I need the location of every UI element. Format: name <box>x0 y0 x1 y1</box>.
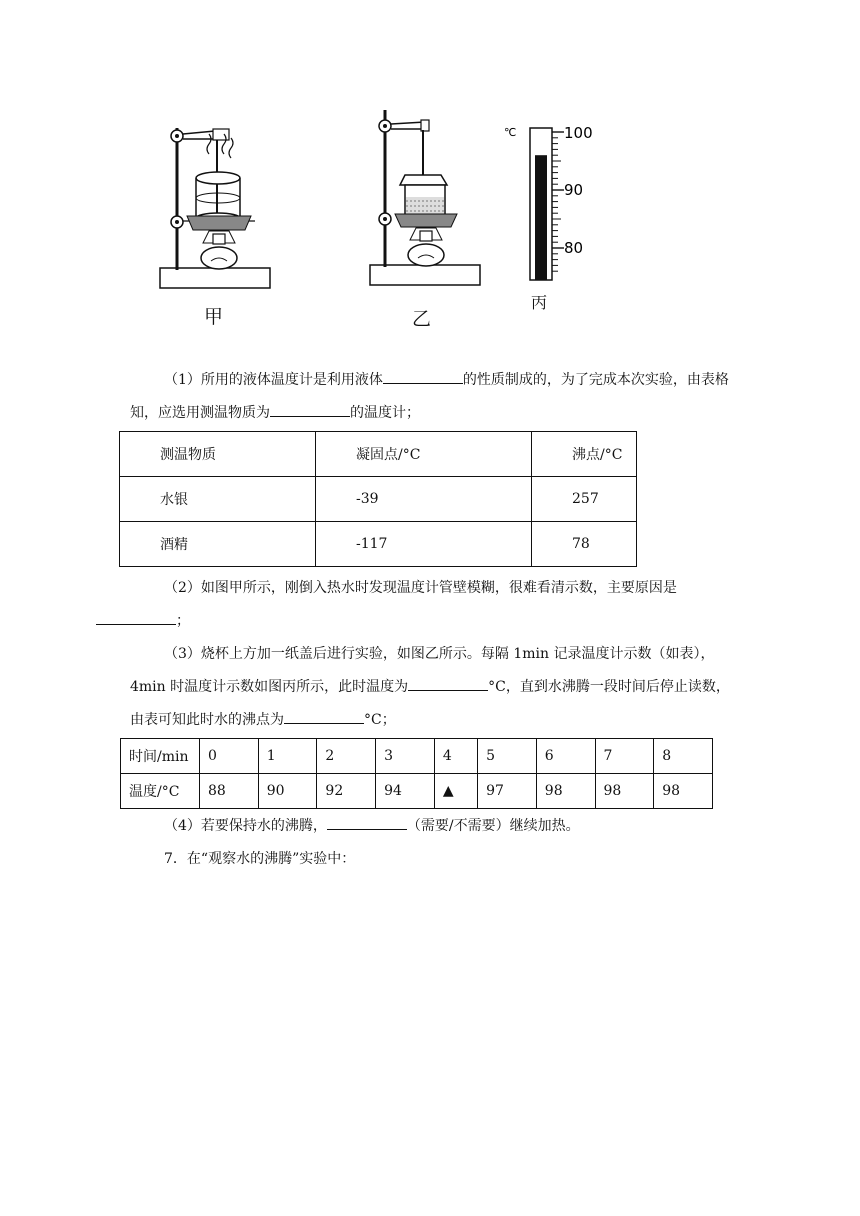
q1-blank-1[interactable] <box>383 368 463 384</box>
thermometer-scale-ticks <box>552 132 564 271</box>
table-cell: 98 <box>595 774 654 809</box>
figure-jia-apparatus <box>155 118 275 298</box>
table-cell: 7 <box>595 739 654 774</box>
q3-text-before: （3）烧杯上方加一纸盖后进行实验，如图乙所示。每隔 1min 记录温度计示数（如表），4min 时温度计示数如图丙所示，此时温度为 <box>130 646 715 695</box>
table-cell: 94 <box>376 774 435 809</box>
figure-bing-thermometer <box>500 120 600 285</box>
q4-blank[interactable] <box>327 814 407 830</box>
q3-text-after: °C； <box>364 712 396 728</box>
figure-yi-apparatus <box>365 105 485 295</box>
table-cell: -39 <box>316 477 532 522</box>
question-7-heading: 7．在“观察水的沸腾”实验中： <box>164 851 356 867</box>
time-temperature-table <box>120 738 713 809</box>
thermometric-substance-table <box>119 431 637 567</box>
q3-text-mid: °C，直到水沸腾一段时间后停止读数，由表可知此时水的沸点为 <box>130 679 730 728</box>
figure-bing-label: 丙 <box>531 293 548 312</box>
q1-text-mid: 的性质制成的，为了完成本次实验，由表格知，应选用测温物质为 <box>130 372 729 421</box>
q1-blank-2[interactable] <box>270 401 350 417</box>
table-cell: 1 <box>258 739 317 774</box>
q2-text-after: ； <box>176 613 190 629</box>
table-header-row <box>120 432 637 477</box>
table-header-cell: 沸点/°C <box>532 432 637 477</box>
table-cell: 90 <box>258 774 317 809</box>
q1-text-after: 的温度计； <box>350 405 420 421</box>
q4-text-after: （需要/不需要）继续加热。 <box>406 818 580 834</box>
table-row-header: 时间/min <box>121 739 200 774</box>
table-cell: 88 <box>200 774 259 809</box>
thermometer-liquid-column <box>535 155 547 280</box>
question-1 <box>130 364 730 430</box>
question-4 <box>130 810 730 843</box>
table-row <box>120 477 637 522</box>
table-cell: 92 <box>317 774 376 809</box>
thermometer-scale-100: 100 <box>564 124 593 142</box>
table-row <box>120 522 637 567</box>
table-header-cell: 凝固点/°C <box>316 432 532 477</box>
thermometer-scale-80: 80 <box>564 239 584 257</box>
q2-blank[interactable] <box>96 609 176 625</box>
table-header-cell: 测温物质 <box>120 432 316 477</box>
thermometer-scale-90: 90 <box>564 181 584 199</box>
table-cell: 98 <box>654 774 713 809</box>
table-cell: -117 <box>316 522 532 567</box>
table-cell: 5 <box>478 739 537 774</box>
figure-yi-label: 乙 <box>412 308 432 330</box>
table-row-time <box>121 739 713 774</box>
question-3 <box>130 638 730 737</box>
table-row-header: 温度/°C <box>121 774 200 809</box>
table-cell: 8 <box>654 739 713 774</box>
table-cell: 水银 <box>120 477 316 522</box>
table-cell: 257 <box>532 477 637 522</box>
q3-blank-1[interactable] <box>408 675 488 691</box>
table-cell: 0 <box>200 739 259 774</box>
q3-blank-2[interactable] <box>284 708 364 724</box>
question-2 <box>130 572 730 638</box>
q2-text: （2）如图甲所示，刚倒入热水时发现温度计管壁模糊，很难看清示数，主要原因是 <box>164 580 677 596</box>
q1-text-before: （1）所用的液体温度计是利用液体 <box>164 372 383 388</box>
table-cell: 酒精 <box>120 522 316 567</box>
table-cell: 97 <box>478 774 537 809</box>
figure-jia-label: 甲 <box>204 306 224 328</box>
table-cell: 98 <box>536 774 595 809</box>
thermometer-unit-label: ℃ <box>504 126 517 139</box>
q4-text-before: （4）若要保持水的沸腾， <box>164 818 327 834</box>
table-cell: 3 <box>376 739 435 774</box>
table-cell: 78 <box>532 522 637 567</box>
table-cell: 4 <box>434 739 477 774</box>
table-cell: 6 <box>536 739 595 774</box>
table-cell: ▲ <box>434 774 477 809</box>
table-row-temperature <box>121 774 713 809</box>
table-cell: 2 <box>317 739 376 774</box>
